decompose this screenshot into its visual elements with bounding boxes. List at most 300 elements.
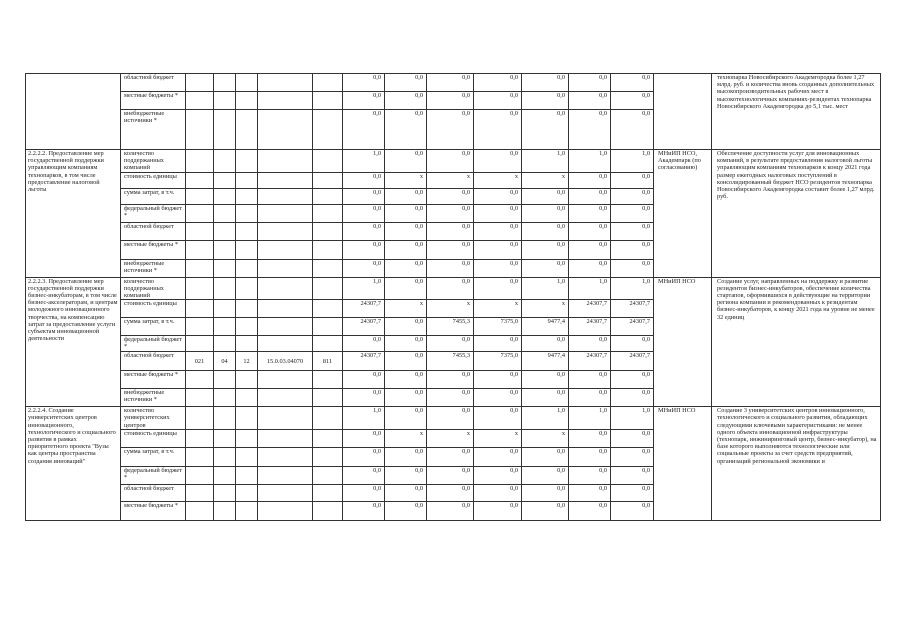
indicator-label: областной бюджет (121, 222, 186, 240)
budget-code-cell (186, 222, 214, 240)
budget-code-cell (258, 484, 313, 501)
budget-code-cell (258, 74, 313, 92)
budget-code-cell (236, 371, 258, 389)
budget-code-cell (236, 300, 258, 318)
budget-code-cell (313, 172, 343, 188)
value-cell: 0,0 (611, 172, 654, 188)
value-cell: 0,0 (385, 501, 427, 520)
value-cell: 1,0 (343, 277, 385, 300)
value-cell: 7375,0 (474, 318, 522, 336)
value-cell: 0,0 (385, 150, 427, 173)
responsible-executor: МНиИП НСО, Академпарк (по согласованию) (654, 150, 712, 278)
budget-code-cell (313, 371, 343, 389)
value-cell: 7455,3 (427, 352, 474, 371)
value-cell: 1,0 (522, 277, 569, 300)
value-cell: x (522, 300, 569, 318)
value-cell: 1,0 (569, 277, 611, 300)
budget-code-cell (258, 259, 313, 277)
budget-code-cell (313, 300, 343, 318)
budget-code-cell (236, 336, 258, 352)
value-cell: 0,0 (474, 188, 522, 204)
responsible-executor (654, 74, 712, 150)
indicator-label: стоимость единицы (121, 429, 186, 447)
value-cell: 9477,4 (522, 352, 569, 371)
budget-code-cell (313, 429, 343, 447)
value-cell: 0,0 (343, 74, 385, 92)
value-cell: 0,0 (474, 389, 522, 407)
budget-code-cell (258, 407, 313, 430)
budget-code-cell (236, 188, 258, 204)
budget-code-cell (258, 110, 313, 150)
indicator-label: областной бюджет (121, 484, 186, 501)
table-row (26, 277, 881, 300)
budget-code-cell (214, 188, 236, 204)
budget-code-cell (214, 447, 236, 466)
value-cell: 0,0 (569, 336, 611, 352)
value-cell: 0,0 (611, 501, 654, 520)
indicator-label: местные бюджеты * (121, 92, 186, 110)
value-cell: 7375,0 (474, 352, 522, 371)
budget-code-cell (258, 501, 313, 520)
value-cell: 24307,7 (611, 318, 654, 336)
budget-code-cell (236, 484, 258, 501)
indicator-label: сумма затрат, в т.ч. (121, 447, 186, 466)
value-cell: x (522, 429, 569, 447)
responsible-executor: МНиИП НСО (654, 407, 712, 521)
table-row (26, 407, 881, 430)
value-cell: 0,0 (385, 336, 427, 352)
budget-code-cell (313, 188, 343, 204)
value-cell: 0,0 (343, 240, 385, 259)
budget-code-cell (186, 447, 214, 466)
value-cell: x (522, 172, 569, 188)
budget-code-cell (186, 172, 214, 188)
value-cell: 0,0 (427, 501, 474, 520)
value-cell: 0,0 (522, 74, 569, 92)
value-cell: 0,0 (385, 389, 427, 407)
budget-code-cell (258, 188, 313, 204)
value-cell: 0,0 (474, 110, 522, 150)
indicator-label: количество университетских центров (121, 407, 186, 430)
value-cell: x (474, 300, 522, 318)
value-cell: 0,0 (427, 204, 474, 222)
value-cell: 0,0 (611, 204, 654, 222)
budget-code-cell (313, 336, 343, 352)
budget-code-cell (186, 92, 214, 110)
value-cell: 1,0 (522, 407, 569, 430)
value-cell: 0,0 (611, 188, 654, 204)
budget-code-cell (258, 300, 313, 318)
value-cell: x (385, 172, 427, 188)
budget-code-cell (313, 150, 343, 173)
value-cell: 0,0 (569, 447, 611, 466)
value-cell: 0,0 (427, 110, 474, 150)
budget-code-cell (313, 204, 343, 222)
value-cell: 0,0 (385, 318, 427, 336)
budget-code-cell (258, 92, 313, 110)
indicator-label: местные бюджеты * (121, 501, 186, 520)
budget-code-cell: 15.0.03.04070 (258, 352, 313, 371)
value-cell: 0,0 (343, 172, 385, 188)
budget-code-cell (258, 172, 313, 188)
value-cell: 0,0 (343, 429, 385, 447)
value-cell: 0,0 (474, 277, 522, 300)
indicator-label: сумма затрат, в т.ч. (121, 188, 186, 204)
budget-code-cell (186, 407, 214, 430)
budget-code-cell (214, 110, 236, 150)
value-cell: 0,0 (569, 429, 611, 447)
budget-code-cell (258, 336, 313, 352)
budget-code-cell (214, 371, 236, 389)
value-cell: 0,0 (569, 222, 611, 240)
budget-code-cell (214, 501, 236, 520)
budget-code-cell (236, 429, 258, 447)
budget-code-cell (214, 259, 236, 277)
budget-code-cell (236, 501, 258, 520)
value-cell: 0,0 (474, 240, 522, 259)
budget-code-cell (186, 150, 214, 173)
indicator-label: внебюджетные источники * (121, 389, 186, 407)
budget-code-cell (236, 318, 258, 336)
budget-code-cell (214, 484, 236, 501)
budget-code-cell (236, 447, 258, 466)
budget-code-cell (313, 222, 343, 240)
value-cell: 0,0 (385, 277, 427, 300)
value-cell: 0,0 (522, 259, 569, 277)
value-cell: 0,0 (611, 466, 654, 484)
value-cell: 0,0 (385, 259, 427, 277)
value-cell: 1,0 (522, 150, 569, 173)
value-cell: 0,0 (474, 407, 522, 430)
value-cell: 0,0 (343, 466, 385, 484)
budget-code-cell (313, 407, 343, 430)
value-cell: 0,0 (385, 222, 427, 240)
value-cell: 0,0 (343, 371, 385, 389)
budget-code-cell (313, 277, 343, 300)
value-cell: 0,0 (569, 74, 611, 92)
budget-code-cell (214, 466, 236, 484)
budget-code-cell (313, 240, 343, 259)
budget-code-cell (313, 92, 343, 110)
budget-code-cell (214, 389, 236, 407)
budget-code-cell (236, 389, 258, 407)
budget-code-cell (313, 466, 343, 484)
table-row (26, 74, 881, 92)
budget-code-cell (258, 318, 313, 336)
expected-result: Создание услуг, направленных на поддержку и развитие резидентов бизнес-инкубаторов, обеспечение количества стартапов, оформившихся в действующие на территории региона компании и рекомендованных к резидентам бизнес-инкубаторов, к концу 2021 года на уровне не менее 32 единиц (712, 277, 881, 407)
value-cell: 0,0 (385, 447, 427, 466)
budget-code-cell (258, 240, 313, 259)
value-cell: 0,0 (427, 150, 474, 173)
value-cell: 0,0 (569, 484, 611, 501)
value-cell: 0,0 (385, 352, 427, 371)
indicator-label: сумма затрат, в т.ч. (121, 318, 186, 336)
value-cell: 0,0 (427, 74, 474, 92)
indicator-label: количество поддержанных компаний (121, 277, 186, 300)
value-cell: 0,0 (427, 188, 474, 204)
value-cell: 0,0 (427, 92, 474, 110)
budget-code-cell (258, 447, 313, 466)
value-cell: 0,0 (611, 110, 654, 150)
budget-code-cell (214, 222, 236, 240)
budget-code-cell (186, 110, 214, 150)
budget-code-cell (236, 240, 258, 259)
budget-code-cell (214, 240, 236, 259)
value-cell: 0,0 (522, 501, 569, 520)
value-cell: 1,0 (569, 407, 611, 430)
value-cell: 0,0 (474, 74, 522, 92)
value-cell: 0,0 (474, 447, 522, 466)
value-cell: 0,0 (385, 466, 427, 484)
value-cell: 0,0 (427, 484, 474, 501)
value-cell: 0,0 (343, 204, 385, 222)
value-cell: x (385, 429, 427, 447)
budget-code-cell (258, 389, 313, 407)
document-page (25, 73, 880, 521)
value-cell: 0,0 (385, 407, 427, 430)
value-cell: 0,0 (427, 259, 474, 277)
value-cell: 0,0 (522, 110, 569, 150)
activity-title: 2.2.2.3. Предоставление мер государственной поддержки бизнес-инкубаторам, в том числе бизнес-акселераторам, и центрам молодежного инновационного творчества, на компенсацию затрат за предоставление услуги субъектам инновационной деятельности (26, 277, 121, 407)
value-cell: 0,0 (427, 336, 474, 352)
value-cell: 24307,7 (611, 352, 654, 371)
budget-code-cell (258, 222, 313, 240)
value-cell: x (474, 172, 522, 188)
budget-code-cell: 04 (214, 352, 236, 371)
budget-code-cell (313, 389, 343, 407)
value-cell: 0,0 (474, 259, 522, 277)
value-cell: 1,0 (343, 150, 385, 173)
indicator-label: местные бюджеты * (121, 371, 186, 389)
activity-title: 2.2.2.4. Создание университетских центров инновационного, технологического и социального развития в рамках приоритетного проекта "Вузы как центры пространства создания инноваций" (26, 407, 121, 521)
value-cell: 0,0 (611, 447, 654, 466)
value-cell: 0,0 (427, 371, 474, 389)
value-cell: 24307,7 (343, 318, 385, 336)
value-cell: 0,0 (385, 484, 427, 501)
indicator-label: областной бюджет (121, 74, 186, 92)
value-cell: x (474, 429, 522, 447)
value-cell: 0,0 (343, 188, 385, 204)
value-cell: 0,0 (427, 277, 474, 300)
budget-code-cell (186, 336, 214, 352)
value-cell: 24307,7 (569, 352, 611, 371)
budget-code-cell: 021 (186, 352, 214, 371)
table-row (26, 150, 881, 173)
value-cell: 0,0 (569, 110, 611, 150)
value-cell: 0,0 (569, 240, 611, 259)
budget-code-cell (236, 74, 258, 92)
value-cell: 0,0 (569, 389, 611, 407)
indicator-label: местные бюджеты * (121, 240, 186, 259)
indicator-label: стоимость единицы (121, 300, 186, 318)
value-cell: 0,0 (611, 222, 654, 240)
budget-code-cell (236, 204, 258, 222)
budget-code-cell (214, 150, 236, 173)
value-cell: 0,0 (343, 389, 385, 407)
budget-code-cell (186, 204, 214, 222)
value-cell: 0,0 (611, 484, 654, 501)
value-cell: 0,0 (522, 188, 569, 204)
budget-code-cell (236, 92, 258, 110)
budget-code-cell: 811 (313, 352, 343, 371)
value-cell: x (427, 300, 474, 318)
budget-code-cell (258, 466, 313, 484)
budget-code-cell (236, 277, 258, 300)
value-cell: 1,0 (569, 150, 611, 173)
budget-code-cell (313, 259, 343, 277)
value-cell: 0,0 (343, 336, 385, 352)
value-cell: 0,0 (569, 259, 611, 277)
budget-code-cell (186, 240, 214, 259)
budget-code-cell (258, 150, 313, 173)
value-cell: 0,0 (385, 240, 427, 259)
value-cell: 0,0 (427, 389, 474, 407)
indicator-label: внебюджетные источники * (121, 110, 186, 150)
value-cell: 0,0 (385, 74, 427, 92)
value-cell: 0,0 (522, 204, 569, 222)
expected-result: Обеспечение доступности услуг для инновационных компаний, в результате предоставления налоговой льготы управляющим компаниям технопарков к концу 2021 года размер ежегодных налоговых поступлений в консолидированный бюджет НСО резидентов технопарка Новосибирского Академгородка составит более 1,27 млрд. руб. (712, 150, 881, 278)
value-cell: 0,0 (385, 188, 427, 204)
budget-code-cell (313, 318, 343, 336)
budget-code-cell (214, 429, 236, 447)
indicator-label: федеральный бюджет * (121, 204, 186, 222)
indicator-label: внебюджетные источники * (121, 259, 186, 277)
budget-code-cell (236, 150, 258, 173)
value-cell: 0,0 (474, 336, 522, 352)
value-cell: 0,0 (474, 466, 522, 484)
value-cell: 0,0 (569, 188, 611, 204)
indicator-label: стоимость единицы (121, 172, 186, 188)
value-cell: 24307,7 (343, 300, 385, 318)
value-cell: 0,0 (474, 501, 522, 520)
budget-code-cell (214, 407, 236, 430)
value-cell: 0,0 (474, 484, 522, 501)
value-cell: 0,0 (569, 371, 611, 389)
value-cell: 0,0 (385, 110, 427, 150)
budget-code-cell (236, 172, 258, 188)
budget-code-cell (186, 371, 214, 389)
budget-code-cell (313, 484, 343, 501)
budget-code-cell (186, 318, 214, 336)
value-cell: 0,0 (522, 240, 569, 259)
value-cell: 0,0 (611, 371, 654, 389)
budget-code-cell (214, 318, 236, 336)
value-cell: x (427, 172, 474, 188)
budget-code-cell (236, 407, 258, 430)
budget-code-cell (186, 484, 214, 501)
value-cell: 24307,7 (569, 318, 611, 336)
value-cell: 0,0 (343, 259, 385, 277)
value-cell: 0,0 (522, 336, 569, 352)
value-cell: 1,0 (611, 150, 654, 173)
value-cell: 0,0 (427, 466, 474, 484)
value-cell: 0,0 (343, 484, 385, 501)
value-cell: 0,0 (522, 389, 569, 407)
budget-code-cell (313, 74, 343, 92)
value-cell: 0,0 (343, 110, 385, 150)
budget-code-cell (258, 204, 313, 222)
responsible-executor: МНиИП НСО (654, 277, 712, 407)
budget-code-cell (313, 447, 343, 466)
budget-code-cell (313, 501, 343, 520)
indicator-label: областной бюджет (121, 352, 186, 371)
budget-code-cell (214, 92, 236, 110)
value-cell: 0,0 (611, 240, 654, 259)
budget-code-cell (186, 74, 214, 92)
budget-code-cell (186, 501, 214, 520)
budget-code-cell (214, 300, 236, 318)
value-cell: 0,0 (427, 240, 474, 259)
value-cell: 0,0 (474, 222, 522, 240)
value-cell: 24307,7 (569, 300, 611, 318)
value-cell: 0,0 (611, 259, 654, 277)
indicator-label: федеральный бюджет * (121, 336, 186, 352)
value-cell: 0,0 (569, 92, 611, 110)
value-cell: 9477,4 (522, 318, 569, 336)
value-cell: 1,0 (343, 407, 385, 430)
value-cell: 0,0 (569, 204, 611, 222)
value-cell: 0,0 (611, 92, 654, 110)
indicator-label: федеральный бюджет * (121, 466, 186, 484)
program-activities-table (25, 73, 881, 521)
budget-code-cell (186, 259, 214, 277)
budget-code-cell (186, 188, 214, 204)
value-cell: 0,0 (385, 92, 427, 110)
expected-result: технопарка Новосибирского Академгородка более 1,27 млрд. руб. и количества вновь созданных дополнительных высокопроизводительных рабочих мест в высокотехнологичных компаниях-резидентах технопарка Новосибирского Академгородка до 5,1 тыс. мест (712, 74, 881, 150)
value-cell: 0,0 (385, 204, 427, 222)
value-cell: x (385, 300, 427, 318)
budget-code-cell (214, 172, 236, 188)
activity-title: 2.2.2.2. Предоставление мер государственной поддержки управляющим компаниям технопарков, в том числе предоставление налоговой льготы (26, 150, 121, 278)
value-cell: 0,0 (474, 371, 522, 389)
value-cell: 0,0 (474, 150, 522, 173)
budget-code-cell (214, 277, 236, 300)
value-cell: 0,0 (611, 389, 654, 407)
value-cell: 1,0 (611, 407, 654, 430)
activity-title (26, 74, 121, 150)
value-cell: 0,0 (343, 222, 385, 240)
value-cell: 0,0 (522, 222, 569, 240)
budget-code-cell (236, 222, 258, 240)
budget-code-cell: 12 (236, 352, 258, 371)
value-cell: 0,0 (569, 501, 611, 520)
budget-code-cell (214, 336, 236, 352)
budget-code-cell (258, 277, 313, 300)
value-cell: 0,0 (522, 92, 569, 110)
value-cell: 7455,3 (427, 318, 474, 336)
value-cell: 0,0 (522, 371, 569, 389)
budget-code-cell (214, 74, 236, 92)
budget-code-cell (186, 300, 214, 318)
value-cell: 0,0 (611, 74, 654, 92)
expected-result: Создание 3 университетских центров инновационного, технологического и социального развития, обладающих следующими ключевыми характеристиками: не менее одного объекта инновационной инфраструктуры (технопарк, инжиниринговый центр, бизнес-инкубатор), на базе которого выполняются технологические или социальные проекты за счет средств предприятий, организаций региональной экономики и (712, 407, 881, 521)
value-cell: 0,0 (427, 407, 474, 430)
budget-code-cell (236, 110, 258, 150)
budget-code-cell (236, 259, 258, 277)
value-cell: 0,0 (522, 466, 569, 484)
value-cell: 0,0 (343, 501, 385, 520)
budget-code-cell (186, 277, 214, 300)
budget-code-cell (186, 466, 214, 484)
value-cell: 0,0 (611, 429, 654, 447)
budget-code-cell (186, 389, 214, 407)
value-cell: 0,0 (427, 222, 474, 240)
value-cell: 0,0 (343, 92, 385, 110)
value-cell: 0,0 (569, 172, 611, 188)
budget-code-cell (214, 204, 236, 222)
value-cell: 0,0 (474, 92, 522, 110)
value-cell: 0,0 (569, 466, 611, 484)
